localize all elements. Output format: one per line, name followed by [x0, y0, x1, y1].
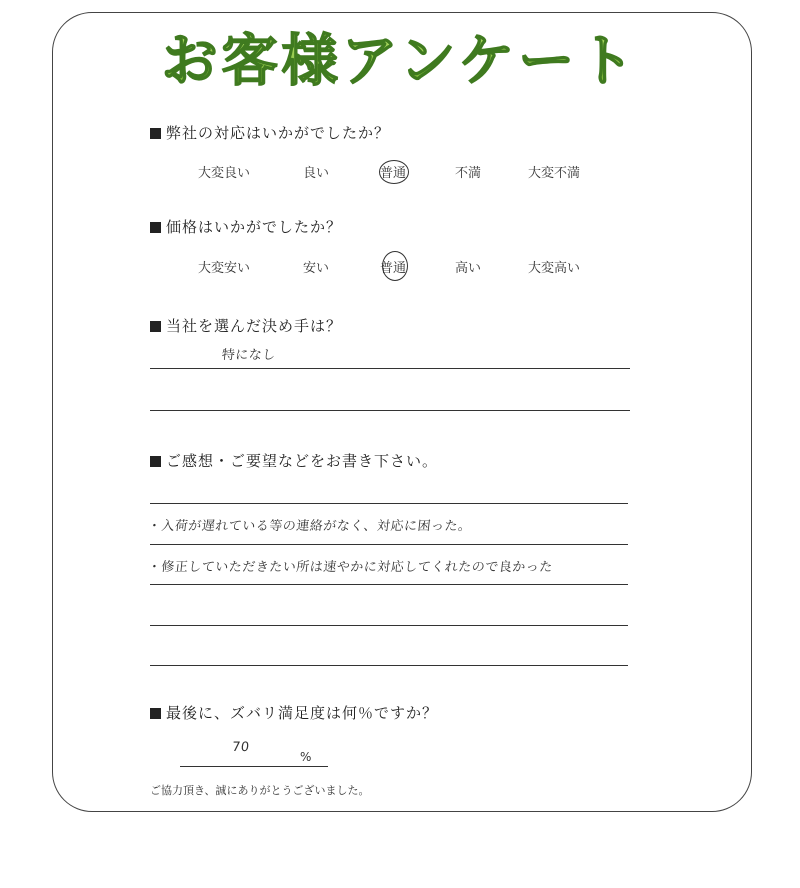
- q2-option-2[interactable]: 安い: [303, 261, 330, 276]
- selected-answer-circle: [379, 160, 409, 184]
- answer-line: [150, 625, 628, 626]
- question-2: [150, 216, 342, 237]
- question-5-label: 最後に、ズバリ満足度は何％ですか？: [166, 704, 439, 722]
- question-3-label: 当社を選んだ決め手は？: [166, 317, 343, 335]
- q2-option-4[interactable]: 高い: [455, 261, 482, 276]
- q1-option-4[interactable]: 不満: [455, 166, 482, 181]
- footer-thanks: ご協力頂き、誠にありがとうございました。: [150, 784, 370, 797]
- question-1: [150, 122, 390, 143]
- answer-line: [150, 584, 628, 585]
- q1-option-5[interactable]: 大変不満: [528, 166, 581, 181]
- question-4-label: ご感想・ご要望などをお書き下さい。: [166, 452, 439, 470]
- square-bullet-icon: [150, 128, 161, 139]
- answer-line: [180, 766, 328, 767]
- q1-option-1[interactable]: 大変良い: [198, 166, 251, 181]
- question-2-label: 価格はいかがでしたか？: [166, 218, 343, 236]
- q4-answer-1[interactable]: ・入荷が遅れている等の連絡がなく、対応に困った。: [147, 519, 473, 534]
- survey-title: [120, 24, 680, 96]
- square-bullet-icon: [150, 456, 161, 467]
- question-5: [150, 702, 438, 723]
- q2-option-3[interactable]: 普通: [380, 261, 407, 276]
- title-text: お客様アンケート: [161, 29, 639, 94]
- square-bullet-icon: [150, 708, 161, 719]
- answer-line: [150, 665, 628, 666]
- answer-line: [150, 544, 628, 545]
- q2-option-1[interactable]: 大変安い: [198, 261, 251, 276]
- question-3: [150, 315, 342, 336]
- answer-line: [150, 368, 630, 369]
- selected-answer-circle: [382, 251, 408, 281]
- question-4: [150, 450, 438, 471]
- q1-option-2[interactable]: 良い: [303, 166, 330, 181]
- question-1-label: 弊社の対応はいかがでしたか？: [166, 124, 391, 142]
- answer-line: [150, 503, 628, 504]
- q1-option-3[interactable]: 普通: [380, 166, 407, 181]
- square-bullet-icon: [150, 321, 161, 332]
- answer-line: [150, 410, 630, 411]
- q5-answer[interactable]: 70: [231, 740, 251, 755]
- q3-answer[interactable]: 特になし: [221, 348, 277, 363]
- square-bullet-icon: [150, 222, 161, 233]
- q4-answer-2[interactable]: ・修正していただきたい所は速やかに対応してくれたので良かった: [147, 560, 554, 575]
- q2-option-5[interactable]: 大変高い: [528, 261, 581, 276]
- percent-unit: %: [300, 750, 312, 764]
